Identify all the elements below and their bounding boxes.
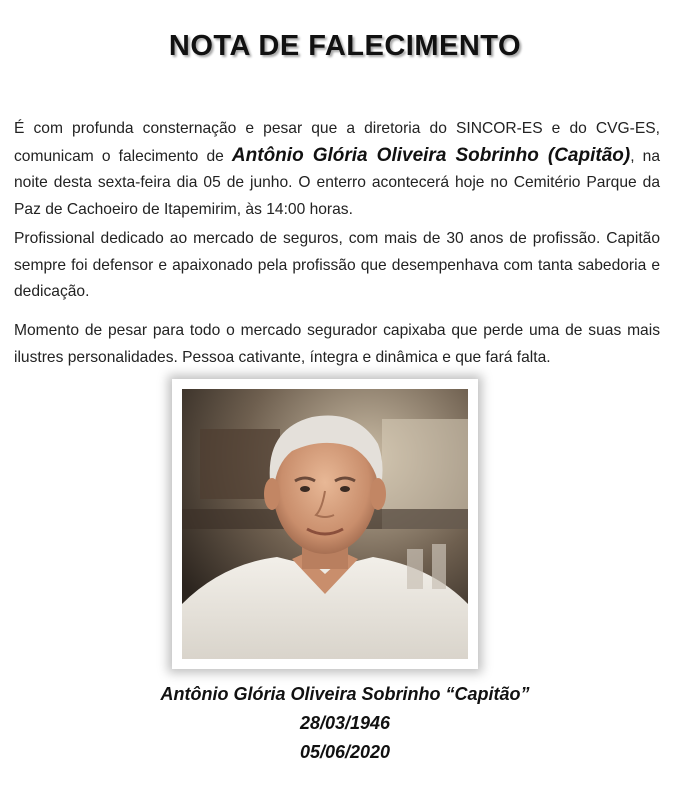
deceased-name-highlight: Antônio Glória Oliveira Sobrinho (Capitão) <box>231 144 631 166</box>
portrait-frame <box>172 379 478 669</box>
announcement-text-end: , na noite desta sexta-feira dia 05 de junho. O enterro acontecerá hoje no Cemitério Parque da Paz de Cachoeiro de Itapemirim, às 14:00 horas. <box>14 147 660 218</box>
portrait-illustration <box>182 389 468 659</box>
caption-name: Antônio Glória Oliveira Sobrinho “Capitão” <box>160 684 530 704</box>
portrait-photo <box>182 389 468 659</box>
caption-birth-date: 28/03/1946 <box>299 713 391 733</box>
tribute-paragraph: Momento de pesar para todo o mercado segurador capixaba que perde uma de suas mais ilustres personalidades. Pessoa cativante, íntegra e dinâmica e que fará falta. <box>14 322 660 366</box>
career-paragraph: Profissional dedicado ao mercado de seguros, com mais de 30 anos de profissão. Capitão sempre foi defensor e apaixonado pela profissão que desempenhava com tanta sabedoria e dedicação. <box>14 230 660 300</box>
announcement-text-start: É com profunda consternação e pesar que a diretoria do SINCOR-ES e do CVG-ES, comunicam o falecimento de <box>14 120 660 165</box>
caption-death-date: 05/06/2020 <box>299 742 391 762</box>
announcement-paragraph <box>14 116 660 223</box>
page-title: NOTA DE FALECIMENTO <box>168 30 522 62</box>
